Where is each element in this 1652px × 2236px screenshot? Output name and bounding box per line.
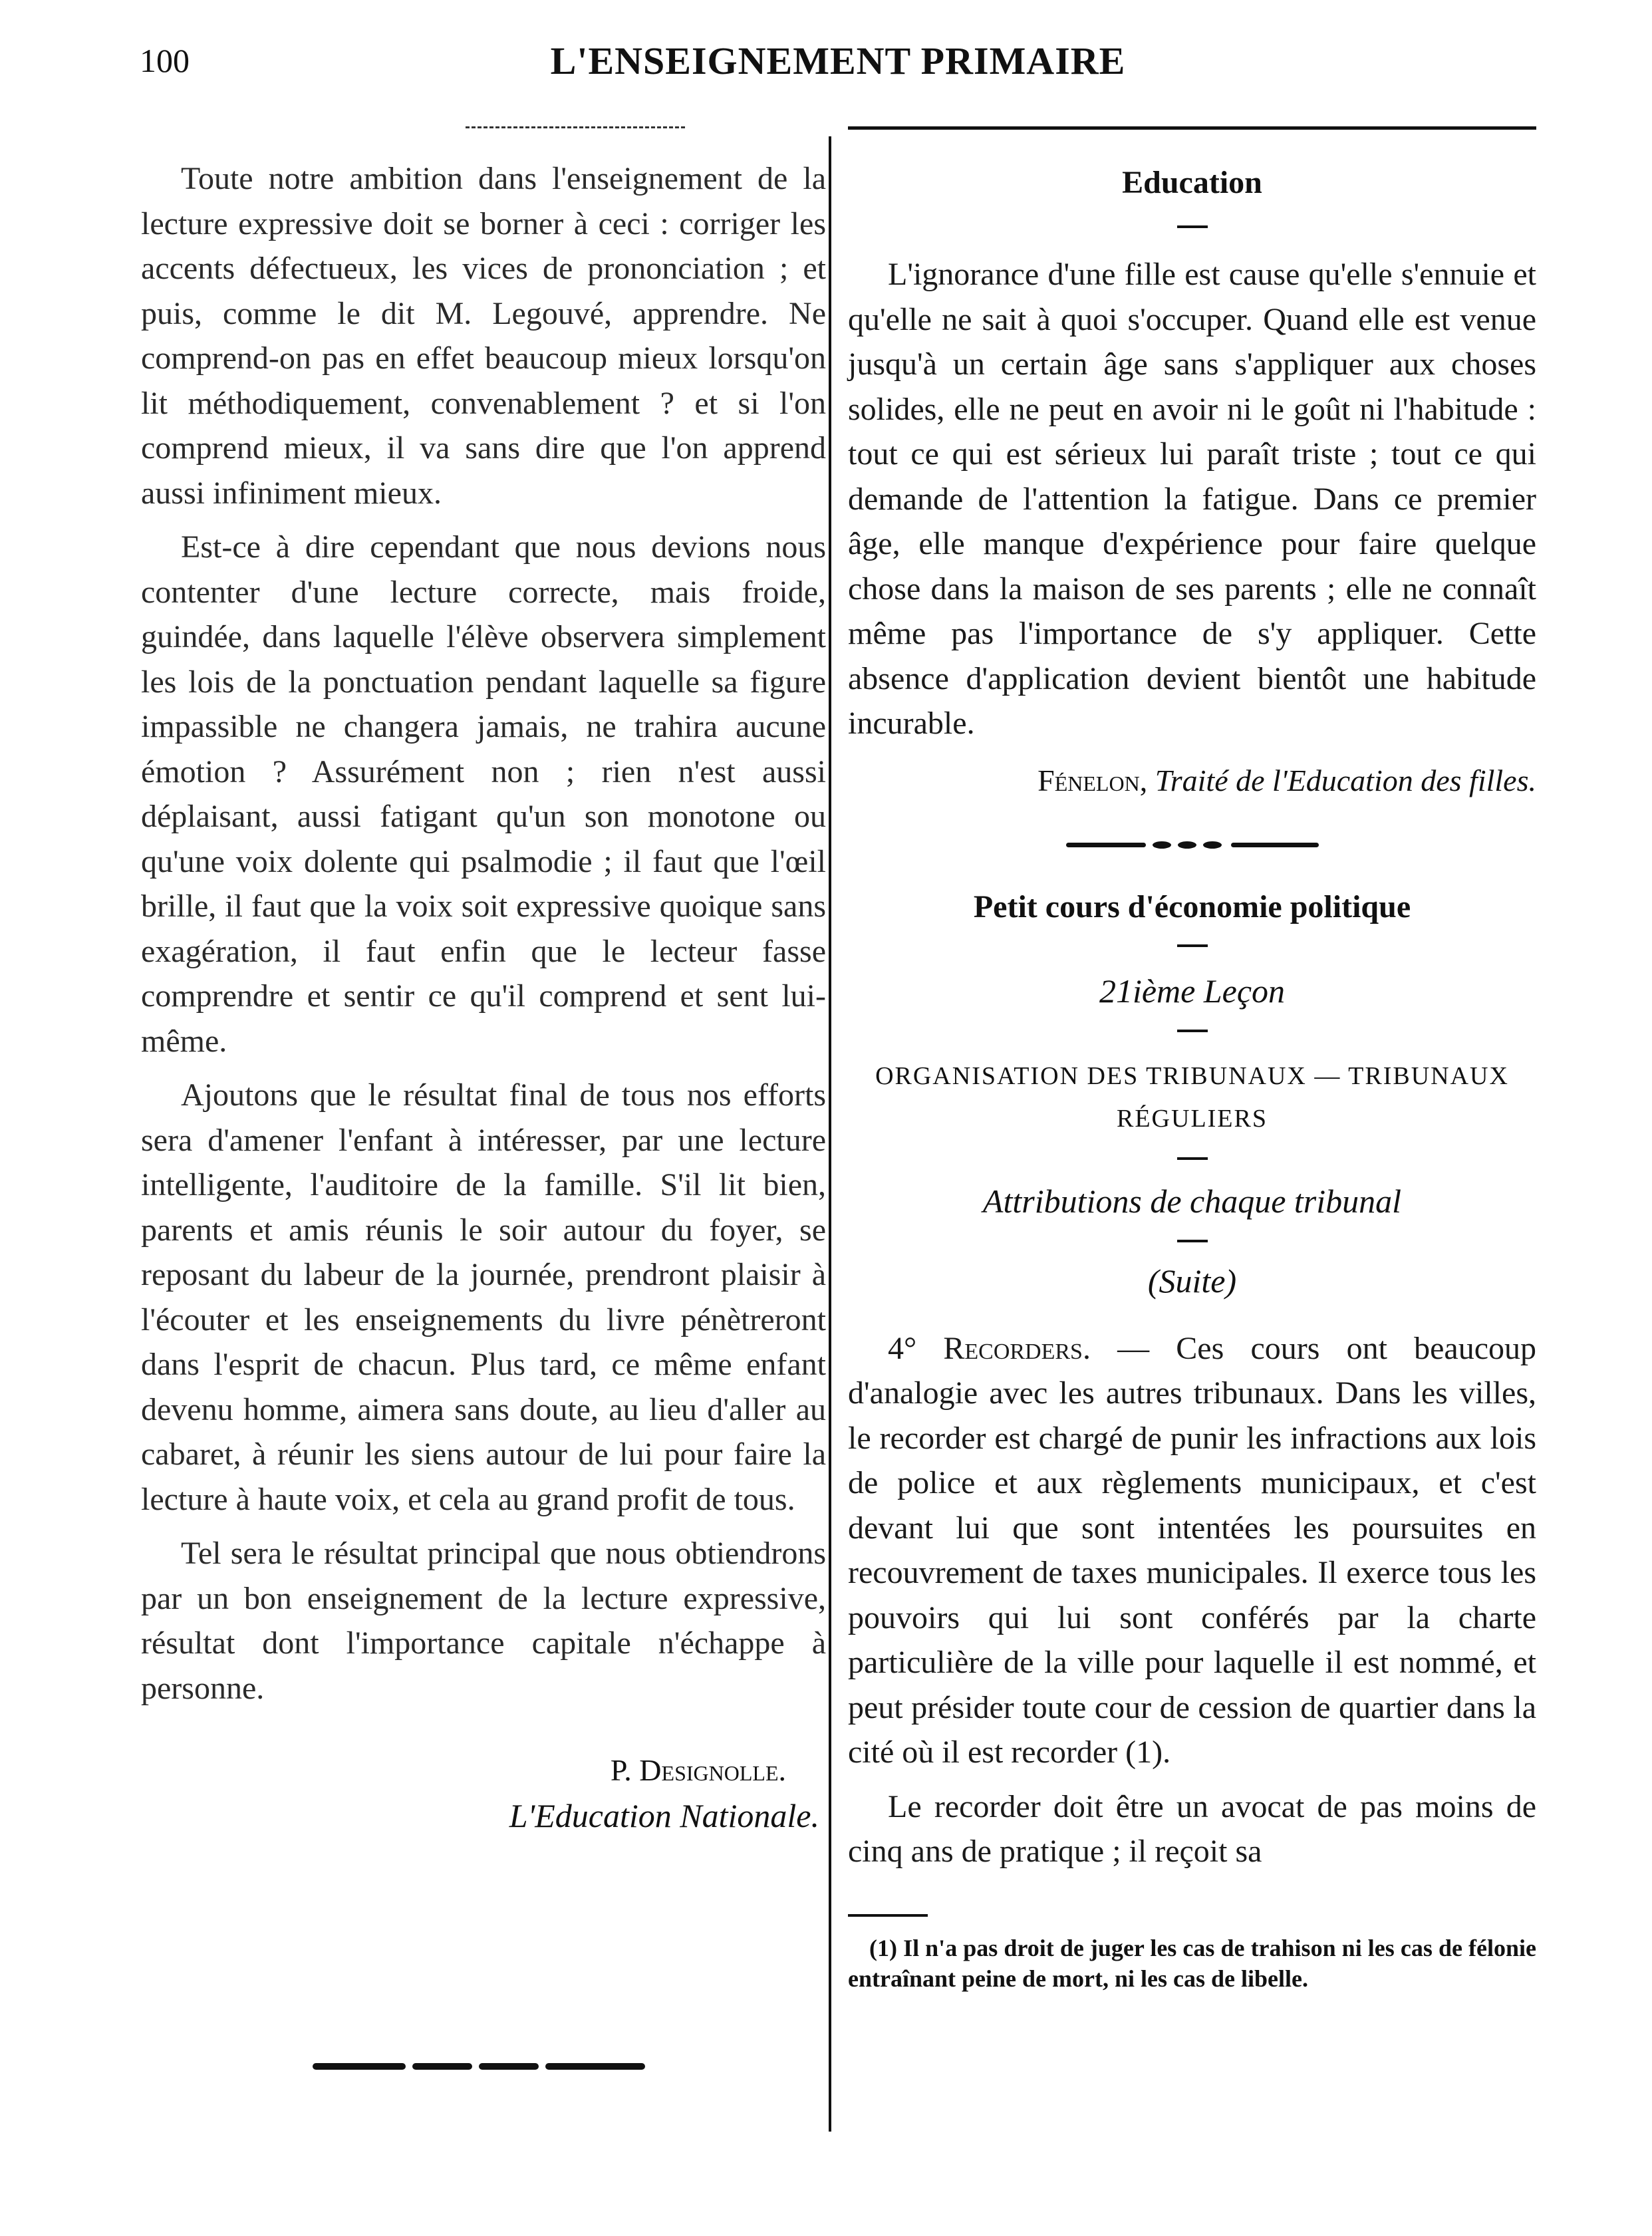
quote-attribution xyxy=(848,760,1536,802)
signature-source: L'Education Nationale. xyxy=(509,1797,819,1834)
paragraph: Ajoutons que le résultat final de tous nos efforts sera d'amener l'enfant à intéresser, par une lecture intelligente, l'auditoire de la famille. S'il lit bien, parents et amis réunis le soir autour du foyer, se reposant du labeur de la journée, prendront plaisir à l'écouter et les enseignements du livre pénètreront dans l'esprit de chacun. Plus tard, ce même enfant devenu homme, aimera sans doute, au lieu d'aller au cabaret, à réunir les siens autour de lui pour faire la lecture à haute voix, et cela au grand profit de tous. xyxy=(141,1077,826,1517)
attribution-work: Traité de l'Education des filles. xyxy=(1155,763,1536,797)
section-title-economie: Petit cours d'économie politique xyxy=(973,889,1411,924)
attribution-author: Fénelon, xyxy=(1037,763,1148,797)
title-dash xyxy=(1177,1240,1208,1242)
footnote: (1) Il n'a pas droit de juger les cas de trahison ni les cas de félonie entraînant peine de mort, ni les cas de libelle. xyxy=(848,1934,1536,1992)
right-column xyxy=(848,156,1536,1994)
footnote-rule xyxy=(848,1914,928,1917)
chapter-subhead: ORGANISATION DES TRIBUNAUX — TRIBUNAUX RÉGULIERS xyxy=(875,1061,1509,1133)
suite-label: (Suite) xyxy=(1147,1262,1237,1300)
recorder-paragraph: Le recorder doit être un avocat de pas moins de cinq ans de pratique ; il reçoit sa xyxy=(848,1788,1536,1869)
section-title-education: Education xyxy=(1122,165,1262,200)
header-rule-right xyxy=(848,126,1536,130)
education-paragraph: L'ignorance d'une fille est cause qu'elle s'ennuie et qu'elle ne sait à quoi s'occuper. Quand elle est venue jusqu'à un certain âge sans s'appliquer aux choses solides, elle ne peut en avoir ni le goût ni l'habitude : tout ce qui est sérieux lui paraît triste ; tout ce qui demande de l'attention la fatigue. Dans ce premier âge, elle manque d'expérience pour faire quelque chose dans la maison de ses parents ; elle ne connaît même pas l'importance de s'y appliquer. Cette absence d'application devient bientôt une habitude incurable. xyxy=(848,257,1536,741)
title-dash xyxy=(1177,225,1208,228)
end-ornament xyxy=(313,2062,645,2071)
paragraph: Toute notre ambition dans l'enseignement de la lecture expressive doit se borner à ceci : corriger les accents défectueux, les vices de prononciation ; et puis, comme le dit M. Legouvé, apprendre. Ne comprend-on pas en effet beaucoup mieux lorsqu'on lit méthodiquement, convenablement ? et si l'on comprend mieux, il va sans dire que l'on apprend aussi infiniment mieux. xyxy=(141,161,826,511)
running-title: L'ENSEIGNEMENT PRIMAIRE xyxy=(550,39,1126,82)
paragraph: Tel sera le résultat principal que nous obtiendrons par un bon enseignement de la lecture expressive, résultat dont l'importance capitale n'échappe à personne. xyxy=(141,1536,826,1706)
title-dash xyxy=(1177,1030,1208,1032)
recorders-text: — Ces cours ont beaucoup d'analogie avec les autres tribunaux. Dans les villes, le recorder est chargé de punir les infractions aux lois de police et aux règlements municipaux, et c'est devant lui que sont intentées les poursuites en recouvrement de taxes municipales. Il exerce tous les pouvoirs qui lui sont conférés par la charte particulière de la ville pour laquelle il est nommé, et peut présider toute cour de cession de quartier dans la cité où il est recorder (1). xyxy=(848,1330,1536,1770)
title-dash xyxy=(1177,1157,1208,1160)
signature-name: P. Designolle. xyxy=(610,1753,786,1787)
paragraph: Est-ce à dire cependant que nous devions nous contenter d'une lecture correcte, mais froide, guindée, dans laquelle l'élève observera simplement les lois de la ponctuation pendant laquelle sa figure impassible ne changera jamais, ne trahira aucune émotion ? Assurément non ; rien n'est aussi déplaisant, aussi fatigant qu'un son monotone ou qu'une voix dolente qui psalmodie ; il faut que l'œil brille, il faut que la voix soit expressive quoique sans exagération, il faut enfin que le lecteur fasse comprendre et sentir ce qu'il comprend et sent lui-même. xyxy=(141,529,826,1059)
recorders-lead: 4° Recorders. xyxy=(888,1330,1091,1366)
title-dash xyxy=(1177,944,1208,947)
column-divider xyxy=(829,136,831,2132)
recorders-paragraph xyxy=(848,1326,1536,1775)
lesson-number: 21ième Leçon xyxy=(1099,972,1286,1010)
page-number: 100 xyxy=(140,42,190,79)
left-column xyxy=(141,156,826,1838)
attributions-heading: Attributions de chaque tribunal xyxy=(982,1182,1402,1220)
section-ornament xyxy=(1066,841,1319,849)
header-rule-left xyxy=(466,126,685,128)
